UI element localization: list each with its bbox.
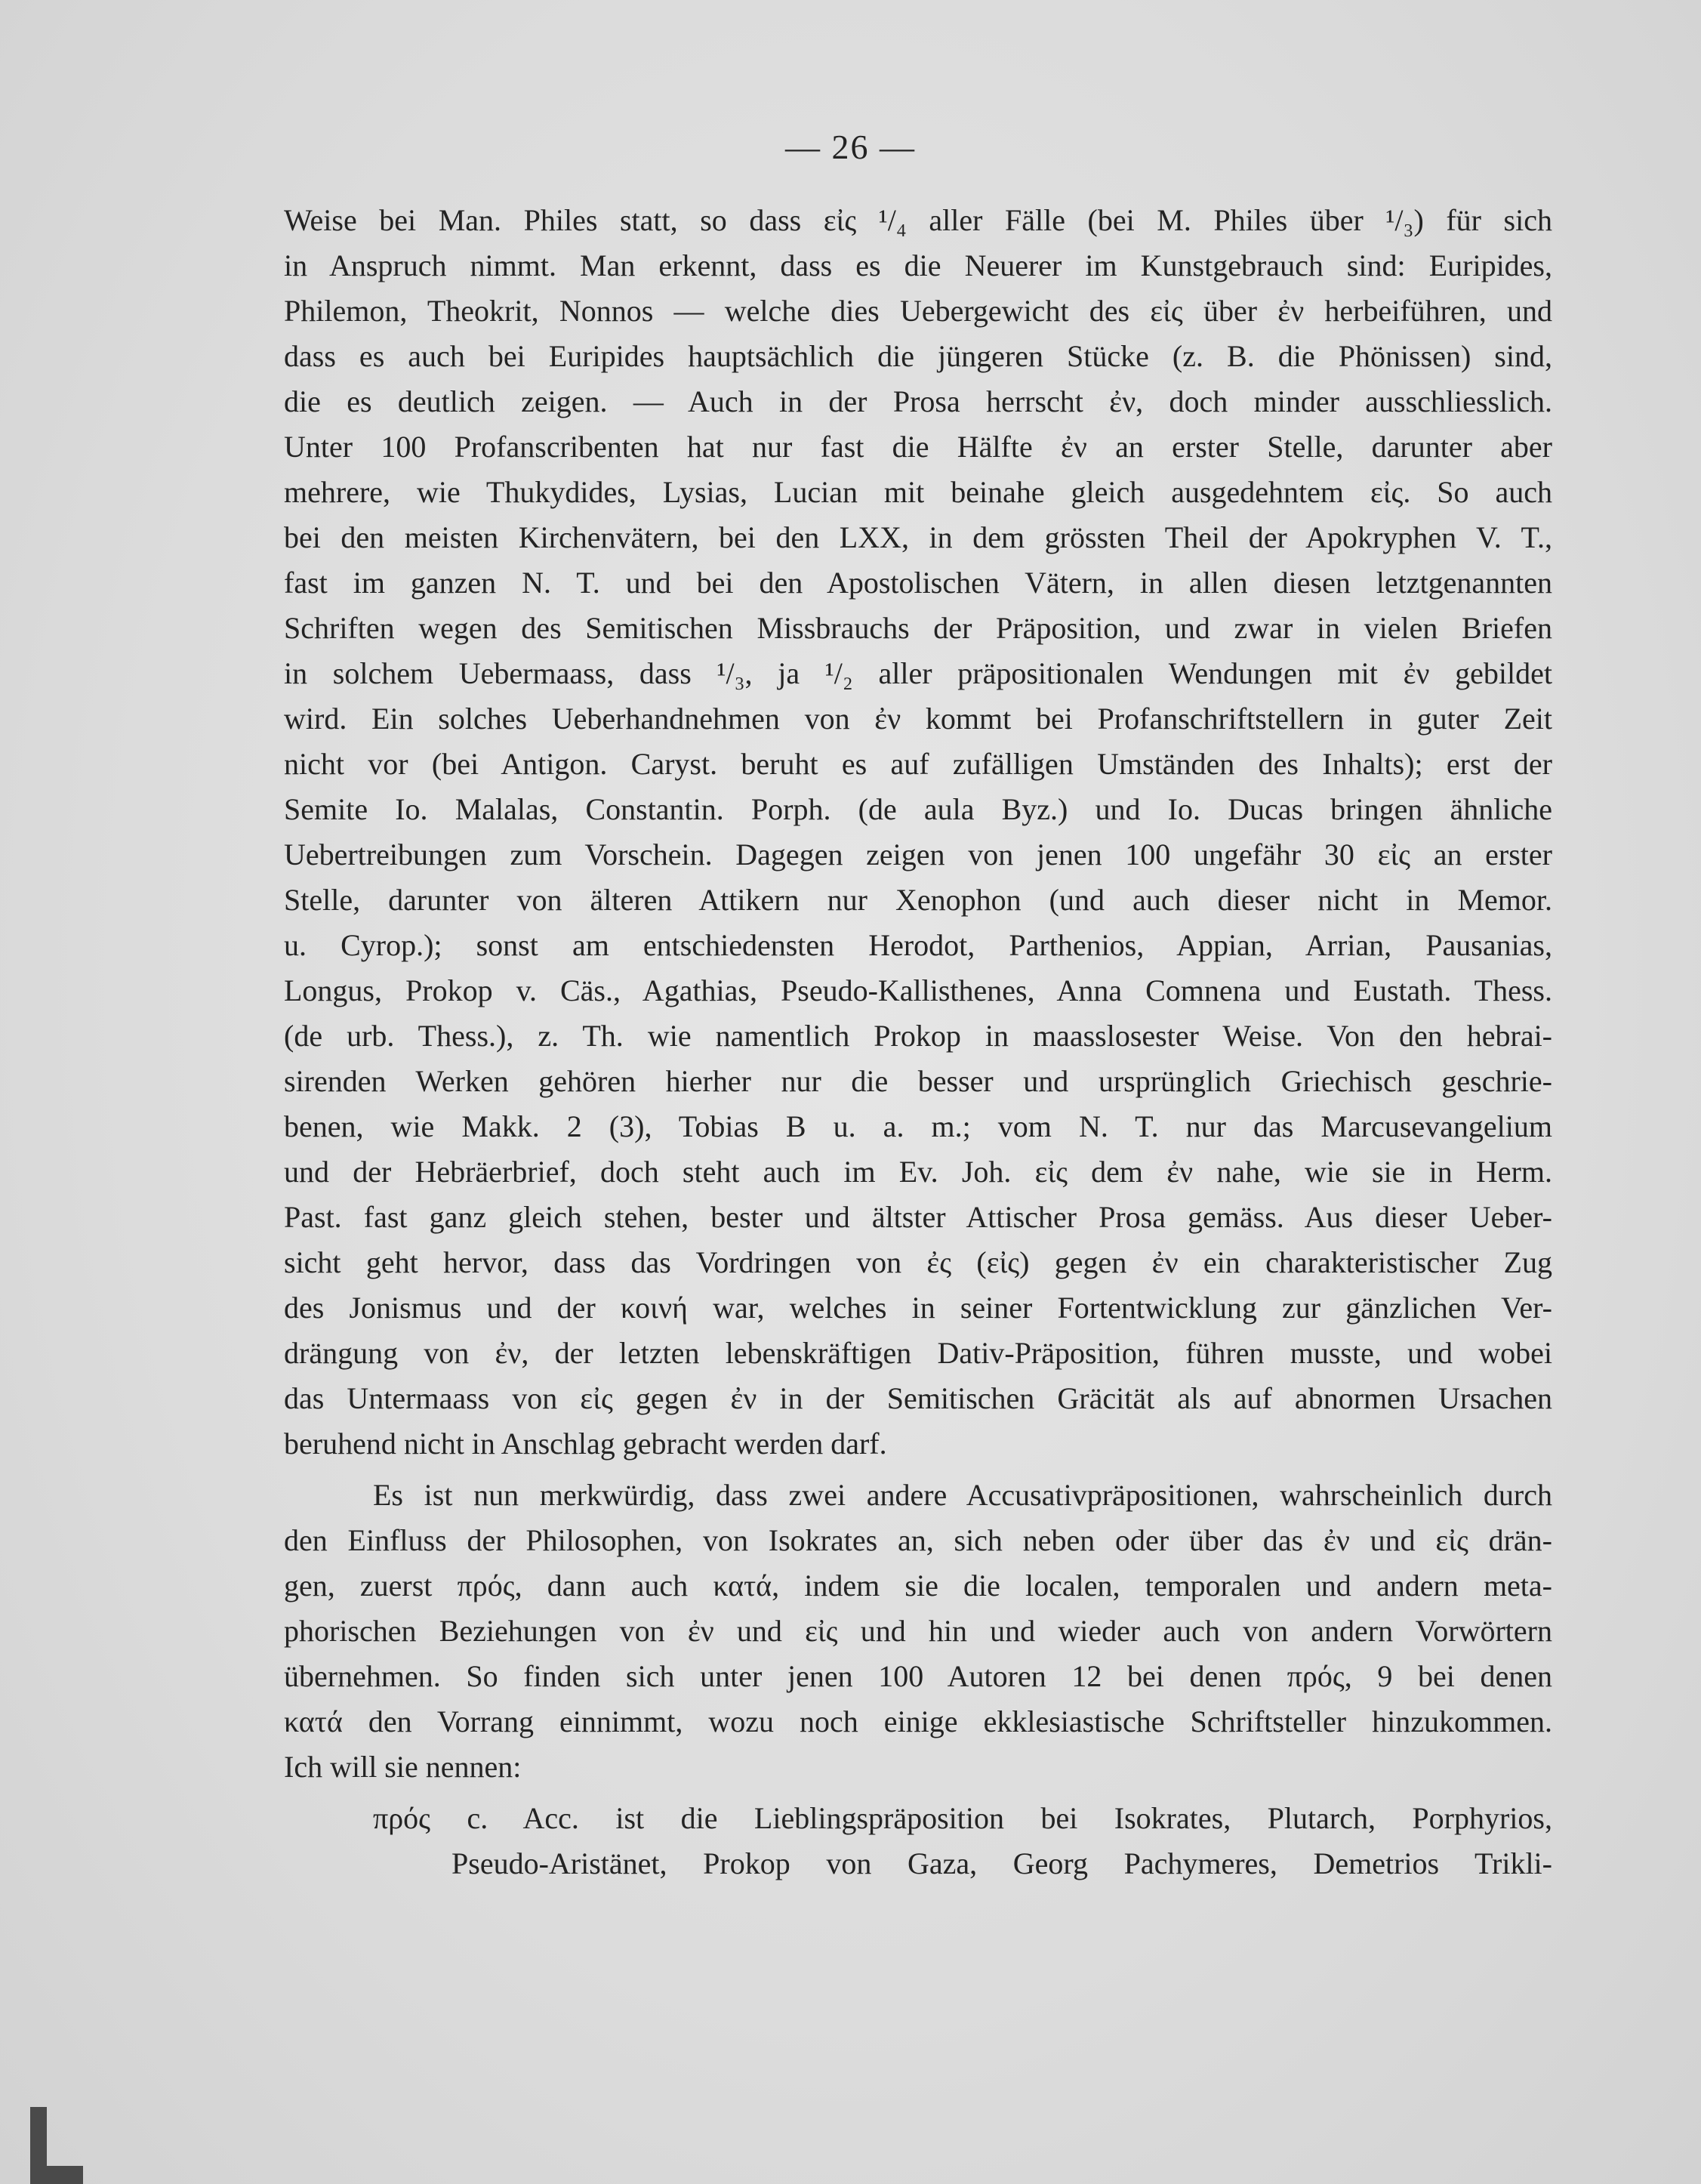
text-line: Longus, Prokop v. Cäs., Agathias, Pseudo-Kallisthenes, Anna Comnena und Eustath. Thess. (284, 973, 1552, 1007)
text-line: den Einfluss der Philosophen, von Isokrates an, sich neben oder über das ἐν und εἰς drän- (284, 1523, 1553, 1557)
page-number: — 26 — (785, 128, 916, 166)
text-line: benen, wie Makk. 2 (3), Tobias B u. a. m.; vom N. T. nur das Marcusevangelium (284, 1109, 1552, 1143)
text-line: Philemon, Theokrit, Nonnos — welche dies Uebergewicht des εἰς über ἐν herbeiführen, und (284, 294, 1553, 328)
text-line: nicht vor (bei Antigon. Caryst. beruht es auf zufälligen Umständen des Inhalts); erst der (284, 747, 1552, 781)
text-line: Unter 100 Profanscribenten hat nur fast die Hälfte ἐν an erster Stelle, darunter aber (284, 430, 1552, 464)
text-line: (de urb. Thess.), z. Th. wie namentlich Prokop in maasslosester Weise. Von den hebrai- (284, 1019, 1552, 1053)
text-line: sicht geht hervor, dass das Vordringen von ἐς (εἰς) gegen ἐν ein charakteristischer Zug (284, 1245, 1552, 1279)
paragraph-end-line: Ich will sie nennen: (284, 1750, 522, 1784)
text-line: drängung von ἐν, der letzten lebenskräftigen Dativ-Präposition, führen musste, und wobei (284, 1336, 1552, 1370)
scan-edge-mark (30, 2166, 83, 2184)
text-line: phorischen Beziehungen von ἐν und εἰς und hin und wieder auch von andern Vorwörtern (284, 1614, 1552, 1648)
paragraph-start-line: Es ist nun merkwürdig, dass zwei andere Accusativpräpositionen, wahrscheinlich durch (373, 1478, 1552, 1512)
body-text (284, 198, 1552, 1886)
text-line: gen, zuerst πρός, dann auch κατά, indem sie die localen, temporalen und andern meta- (284, 1569, 1552, 1603)
text-line: und der Hebräerbrief, doch steht auch im Ev. Joh. εἰς dem ἐν nahe, wie sie in Herm. (284, 1155, 1552, 1189)
text-line: Semite Io. Malalas, Constantin. Porph. (de aula Byz.) und Io. Ducas bringen ähnliche (284, 792, 1552, 826)
text-line: Uebertreibungen zum Vorschein. Dagegen zeigen von jenen 100 ungefähr 30 εἰς an erster (284, 838, 1552, 871)
text-line: wird. Ein solches Ueberhandnehmen von ἐν kommt bei Profanschriftstellern in guter Zeit (284, 702, 1552, 736)
text-line: fast im ganzen N. T. und bei den Apostolischen Vätern, in allen diesen letztgenannten (284, 566, 1552, 600)
text-line: mehrere, wie Thukydides, Lysias, Lucian mit beinahe gleich ausgedehntem εἰς. So auch (284, 475, 1552, 509)
text-line: in Anspruch nimmt. Man erkennt, dass es die Neuerer im Kunstgebrauch sind: Euripides, (284, 248, 1552, 282)
text-line: κατά den Vorrang einnimmt, wozu noch einige ekklesiastische Schriftsteller hinzukommen. (284, 1704, 1552, 1738)
text-line: das Untermaass von εἰς gegen ἐν in der Semitischen Gräcität als auf abnormen Ursachen (284, 1381, 1552, 1415)
list-entry-line: πρός c. Acc. ist die Lieblingspräposition bei Isokrates, Plutarch, Porphyrios, (373, 1801, 1552, 1835)
text-line: übernehmen. So finden sich unter jenen 100 Autoren 12 bei denen πρός, 9 bei denen (284, 1659, 1552, 1693)
text-line: die es deutlich zeigen. — Auch in der Prosa herrscht ἐν, doch minder ausschliesslich. (284, 384, 1552, 418)
text-line: des Jonismus und der κοινή war, welches in seiner Fortentwicklung zur gänzlichen Ver- (284, 1291, 1552, 1325)
text-line: sirenden Werken gehören hierher nur die besser und ursprünglich Griechisch geschrie- (284, 1064, 1552, 1098)
text-line: u. Cyrop.); sonst am entschiedensten Herodot, Parthenios, Appian, Arrian, Pausanias, (284, 928, 1552, 962)
text-line: Weise bei Man. Philes statt, so dass εἰς ¹/₄ aller Fälle (bei M. Philes über ¹/₃) für sich (284, 203, 1552, 237)
paragraph-end-line: beruhend nicht in Anschlag gebracht werden darf. (284, 1427, 887, 1461)
text-line: Past. fast ganz gleich stehen, bester und ältster Attischer Prosa gemäss. Aus dieser Ueber- (284, 1200, 1552, 1234)
text-line: bei den meisten Kirchenvätern, bei den LXX, in dem grössten Theil der Apokryphen V. T., (284, 520, 1552, 554)
text-line: dass es auch bei Euripides hauptsächlich die jüngeren Stücke (z. B. die Phönissen) sind, (284, 339, 1552, 373)
text-line: Stelle, darunter von älteren Attikern nur Xenophon (und auch dieser nicht in Memor. (284, 883, 1552, 917)
text-line: Schriften wegen des Semitischen Missbrauchs der Präposition, und zwar in vielen Briefen (284, 611, 1552, 645)
text-line: in solchem Uebermaass, dass ¹/₃, ja ¹/₂ aller präpositionalen Wendungen mit ἐν gebildet (284, 656, 1552, 690)
list-entry-continuation: Pseudo-Aristänet, Prokop von Gaza, Georg Pachymeres, Demetrios Trikli- (451, 1846, 1552, 1880)
